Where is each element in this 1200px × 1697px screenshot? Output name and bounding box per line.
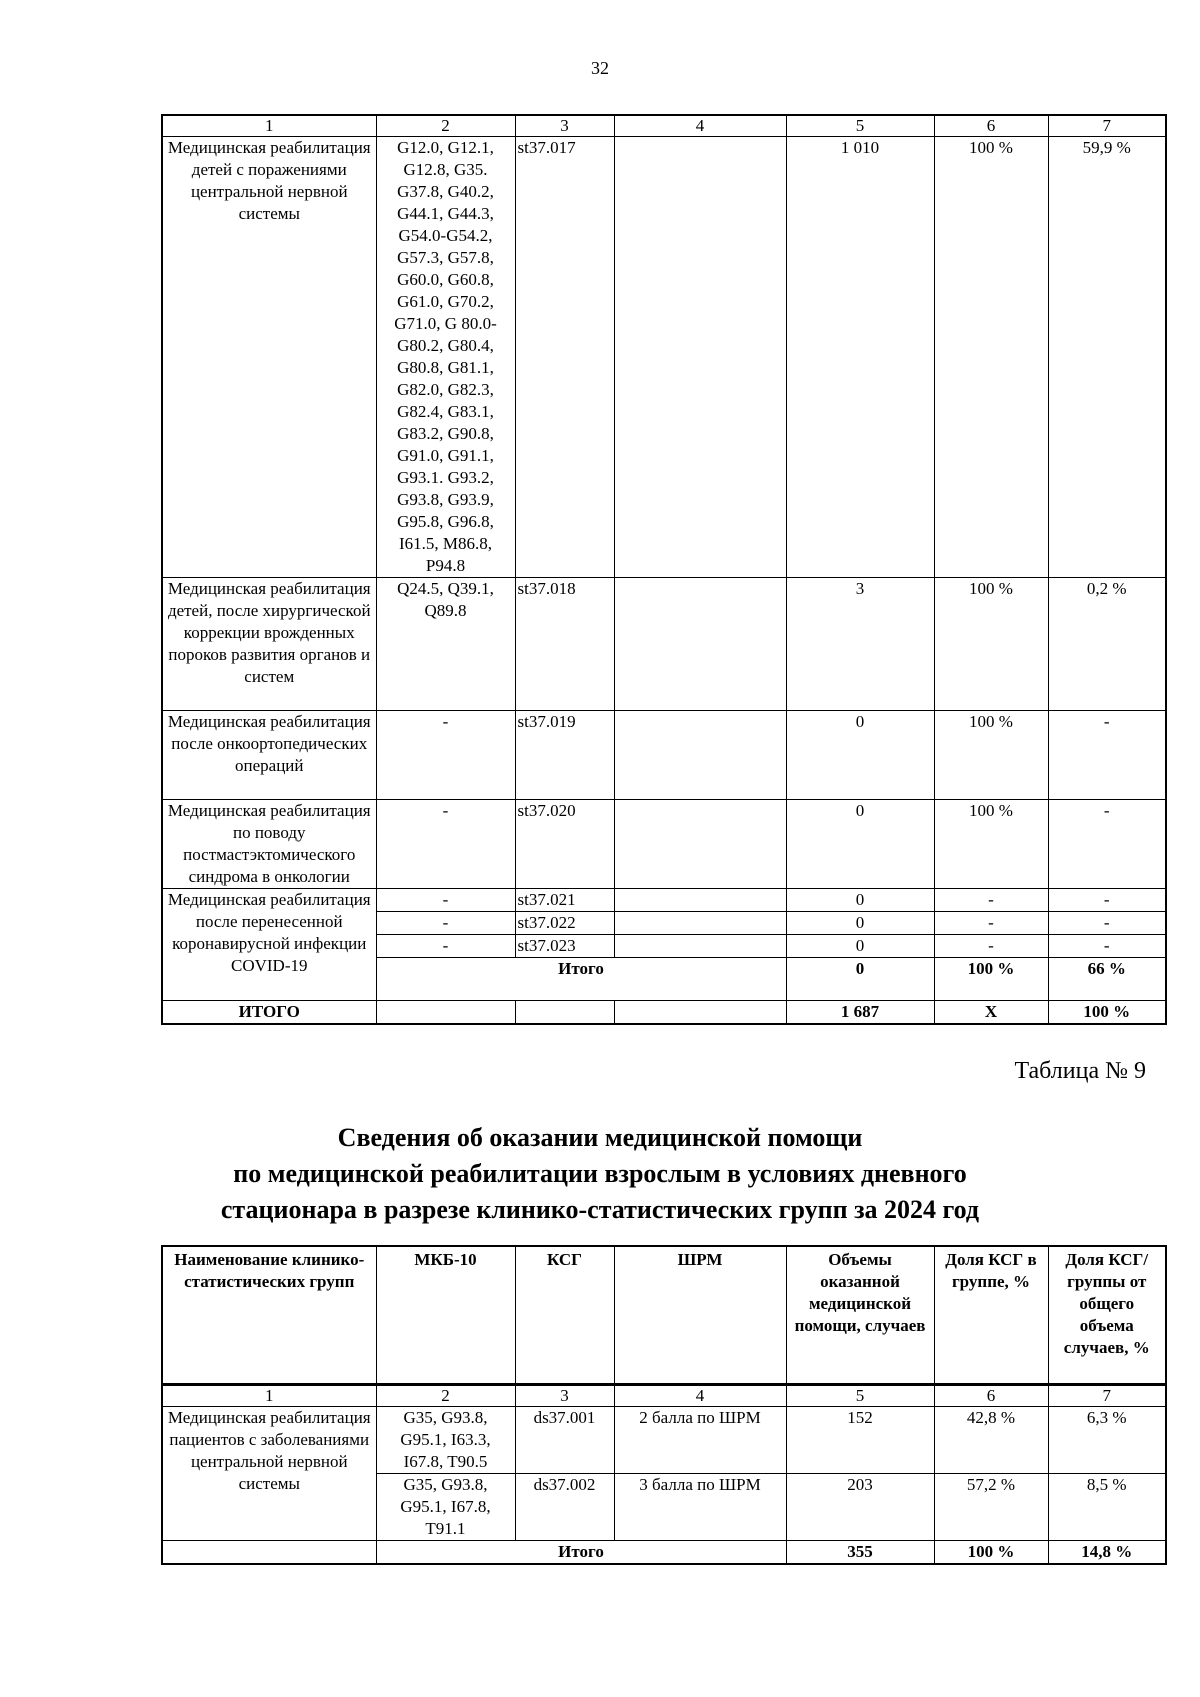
table-title bbox=[0, 1120, 1200, 1228]
column-number: 7 bbox=[1048, 1385, 1166, 1407]
ksg-group-name: Медицинская реабилитация пациентов с заболеваниями центральной нервной системы bbox=[162, 1407, 376, 1541]
grand-total-row bbox=[162, 1001, 1166, 1025]
table-title-line: Сведения об оказании медицинской помощи bbox=[337, 1123, 863, 1152]
mkb-codes: - bbox=[376, 889, 515, 912]
column-header-shrm: ШРМ bbox=[614, 1246, 786, 1384]
column-header-share-total: Доля КСГ/ группы от общего объема случаев, % bbox=[1048, 1246, 1166, 1384]
mkb-codes: Q24.5, Q39.1, Q89.8 bbox=[376, 578, 515, 711]
empty-cell bbox=[614, 1001, 786, 1025]
empty-cell bbox=[162, 1541, 376, 1565]
column-header-share-group: Доля КСГ в группе, % bbox=[934, 1246, 1048, 1384]
ksg-code: st37.018 bbox=[515, 578, 614, 711]
column-header-volume: Объемы оказанной медицинской помощи, случаев bbox=[786, 1246, 934, 1384]
total-share-total: 14,8 % bbox=[1048, 1541, 1166, 1565]
share-total-cell: 8,5 % bbox=[1048, 1474, 1166, 1541]
ksg-group-name: Медицинская реабилитация детей, после хирургической коррекции врожденных пороков развития органов и систем bbox=[162, 578, 376, 711]
total-row bbox=[162, 1541, 1166, 1565]
grand-total-label: ИТОГО bbox=[162, 1001, 376, 1025]
share-total-cell: - bbox=[1048, 711, 1166, 800]
column-number: 5 bbox=[786, 1385, 934, 1407]
volume-cell: 0 bbox=[786, 935, 934, 958]
subtotal-volume: 0 bbox=[786, 958, 934, 1001]
share-total-cell: - bbox=[1048, 935, 1166, 958]
share-total-cell: - bbox=[1048, 912, 1166, 935]
grand-total-volume: 1 687 bbox=[786, 1001, 934, 1025]
share-group-cell: - bbox=[934, 889, 1048, 912]
column-number: 7 bbox=[1048, 115, 1166, 137]
share-group-cell: 42,8 % bbox=[934, 1407, 1048, 1474]
share-group-cell: 100 % bbox=[934, 800, 1048, 889]
column-number-row bbox=[162, 115, 1166, 137]
table9-body bbox=[161, 1384, 1167, 1565]
table9-header bbox=[161, 1245, 1167, 1385]
ksg-code: ds37.001 bbox=[515, 1407, 614, 1474]
table-row bbox=[162, 800, 1166, 889]
table-row bbox=[162, 889, 1166, 912]
shrm-cell: 2 балла по ШРМ bbox=[614, 1407, 786, 1474]
ksg-group-name: Медицинская реабилитация детей с поражениями центральной нервной системы bbox=[162, 137, 376, 578]
ksg-code: st37.021 bbox=[515, 889, 614, 912]
volume-cell: 0 bbox=[786, 889, 934, 912]
table-row bbox=[162, 711, 1166, 800]
share-group-cell: - bbox=[934, 912, 1048, 935]
subtotal-share-total: 66 % bbox=[1048, 958, 1166, 1001]
share-total-cell: - bbox=[1048, 889, 1166, 912]
shrm-cell bbox=[614, 578, 786, 711]
volume-cell: 0 bbox=[786, 912, 934, 935]
table-title-line: по медицинской реабилитации взрослым в условиях дневного bbox=[233, 1159, 967, 1188]
column-number: 2 bbox=[376, 115, 515, 137]
column-number: 4 bbox=[614, 115, 786, 137]
share-group-cell: 100 % bbox=[934, 711, 1048, 800]
column-header-name: Наименование клинико-статистических групп bbox=[162, 1246, 376, 1384]
subtotal-share-group: 100 % bbox=[934, 958, 1048, 1001]
table-row bbox=[162, 1407, 1166, 1474]
ksg-code: st37.023 bbox=[515, 935, 614, 958]
column-number: 4 bbox=[614, 1385, 786, 1407]
table-row bbox=[162, 137, 1166, 578]
volume-cell: 1 010 bbox=[786, 137, 934, 578]
ksg-code: ds37.002 bbox=[515, 1474, 614, 1541]
volume-cell: 3 bbox=[786, 578, 934, 711]
column-header-ksg: КСГ bbox=[515, 1246, 614, 1384]
ksg-group-name: Медицинская реабилитация после перенесенной коронавирусной инфекции COVID-19 bbox=[162, 889, 376, 1001]
ksg-group-name: Медицинская реабилитация после онкоортопедических операций bbox=[162, 711, 376, 800]
ksg-code: st37.022 bbox=[515, 912, 614, 935]
total-label: Итого bbox=[376, 1541, 786, 1565]
volume-cell: 0 bbox=[786, 711, 934, 800]
shrm-cell bbox=[614, 137, 786, 578]
share-group-cell: 57,2 % bbox=[934, 1474, 1048, 1541]
column-number: 2 bbox=[376, 1385, 515, 1407]
ksg-code: st37.017 bbox=[515, 137, 614, 578]
column-number: 6 bbox=[934, 115, 1048, 137]
volume-cell: 152 bbox=[786, 1407, 934, 1474]
mkb-codes: G35, G93.8, G95.1, I63.3, I67.8, T90.5 bbox=[376, 1407, 515, 1474]
shrm-cell bbox=[614, 912, 786, 935]
column-number: 1 bbox=[162, 115, 376, 137]
table-title-line: стационара в разрезе клинико-статистических групп за 2024 год bbox=[220, 1195, 980, 1224]
empty-cell bbox=[376, 1001, 515, 1025]
share-total-cell: 6,3 % bbox=[1048, 1407, 1166, 1474]
mkb-codes: - bbox=[376, 800, 515, 889]
shrm-cell bbox=[614, 800, 786, 889]
subtotal-label: Итого bbox=[376, 958, 786, 1001]
column-number: 3 bbox=[515, 1385, 614, 1407]
ksg-group-name: Медицинская реабилитация по поводу постмастэктомического синдрома в онкологии bbox=[162, 800, 376, 889]
share-total-cell: 0,2 % bbox=[1048, 578, 1166, 711]
mkb-codes: - bbox=[376, 711, 515, 800]
shrm-cell bbox=[614, 889, 786, 912]
header-row bbox=[162, 1246, 1166, 1384]
column-header-mkb: МКБ-10 bbox=[376, 1246, 515, 1384]
share-group-cell: 100 % bbox=[934, 137, 1048, 578]
total-volume: 355 bbox=[786, 1541, 934, 1565]
column-number: 3 bbox=[515, 115, 614, 137]
grand-total-share-total: 100 % bbox=[1048, 1001, 1166, 1025]
table-row bbox=[162, 578, 1166, 711]
volume-cell: 203 bbox=[786, 1474, 934, 1541]
volume-cell: 0 bbox=[786, 800, 934, 889]
shrm-cell bbox=[614, 711, 786, 800]
shrm-cell: 3 балла по ШРМ bbox=[614, 1474, 786, 1541]
mkb-codes: - bbox=[376, 935, 515, 958]
page-number: 32 bbox=[591, 58, 609, 78]
mkb-codes: G12.0, G12.1, G12.8, G35. G37.8, G40.2, G44.1, G44.3, G54.0-G54.2, G57.3, G57.8, G60.0, G60.8, G61.0, G70.2, G71.0, G 80.0-G80.2, G80.4, G80.8, G81.1, G82.0, G82.3, G82.4, G83.1, G83.2, G90.8, G91.0, G91.1, G93.1. G93.2, G93.8, G93.9, G95.8, G96.8, I61.5, M86.8, P94.8 bbox=[376, 137, 515, 578]
share-group-cell: 100 % bbox=[934, 578, 1048, 711]
empty-cell bbox=[515, 1001, 614, 1025]
ksg-code: st37.019 bbox=[515, 711, 614, 800]
share-total-cell: - bbox=[1048, 800, 1166, 889]
share-group-cell: - bbox=[934, 935, 1048, 958]
rehab-ksg-table-continued bbox=[161, 114, 1167, 1025]
column-number: 1 bbox=[162, 1385, 376, 1407]
mkb-codes: - bbox=[376, 912, 515, 935]
table-number-label: Таблица № 9 bbox=[1014, 1058, 1146, 1084]
shrm-cell bbox=[614, 935, 786, 958]
grand-total-share-group: Х bbox=[934, 1001, 1048, 1025]
mkb-codes: G35, G93.8, G95.1, I67.8, T91.1 bbox=[376, 1474, 515, 1541]
column-number: 5 bbox=[786, 115, 934, 137]
column-number: 6 bbox=[934, 1385, 1048, 1407]
total-share-group: 100 % bbox=[934, 1541, 1048, 1565]
ksg-code: st37.020 bbox=[515, 800, 614, 889]
share-total-cell: 59,9 % bbox=[1048, 137, 1166, 578]
column-number-row bbox=[162, 1385, 1166, 1407]
